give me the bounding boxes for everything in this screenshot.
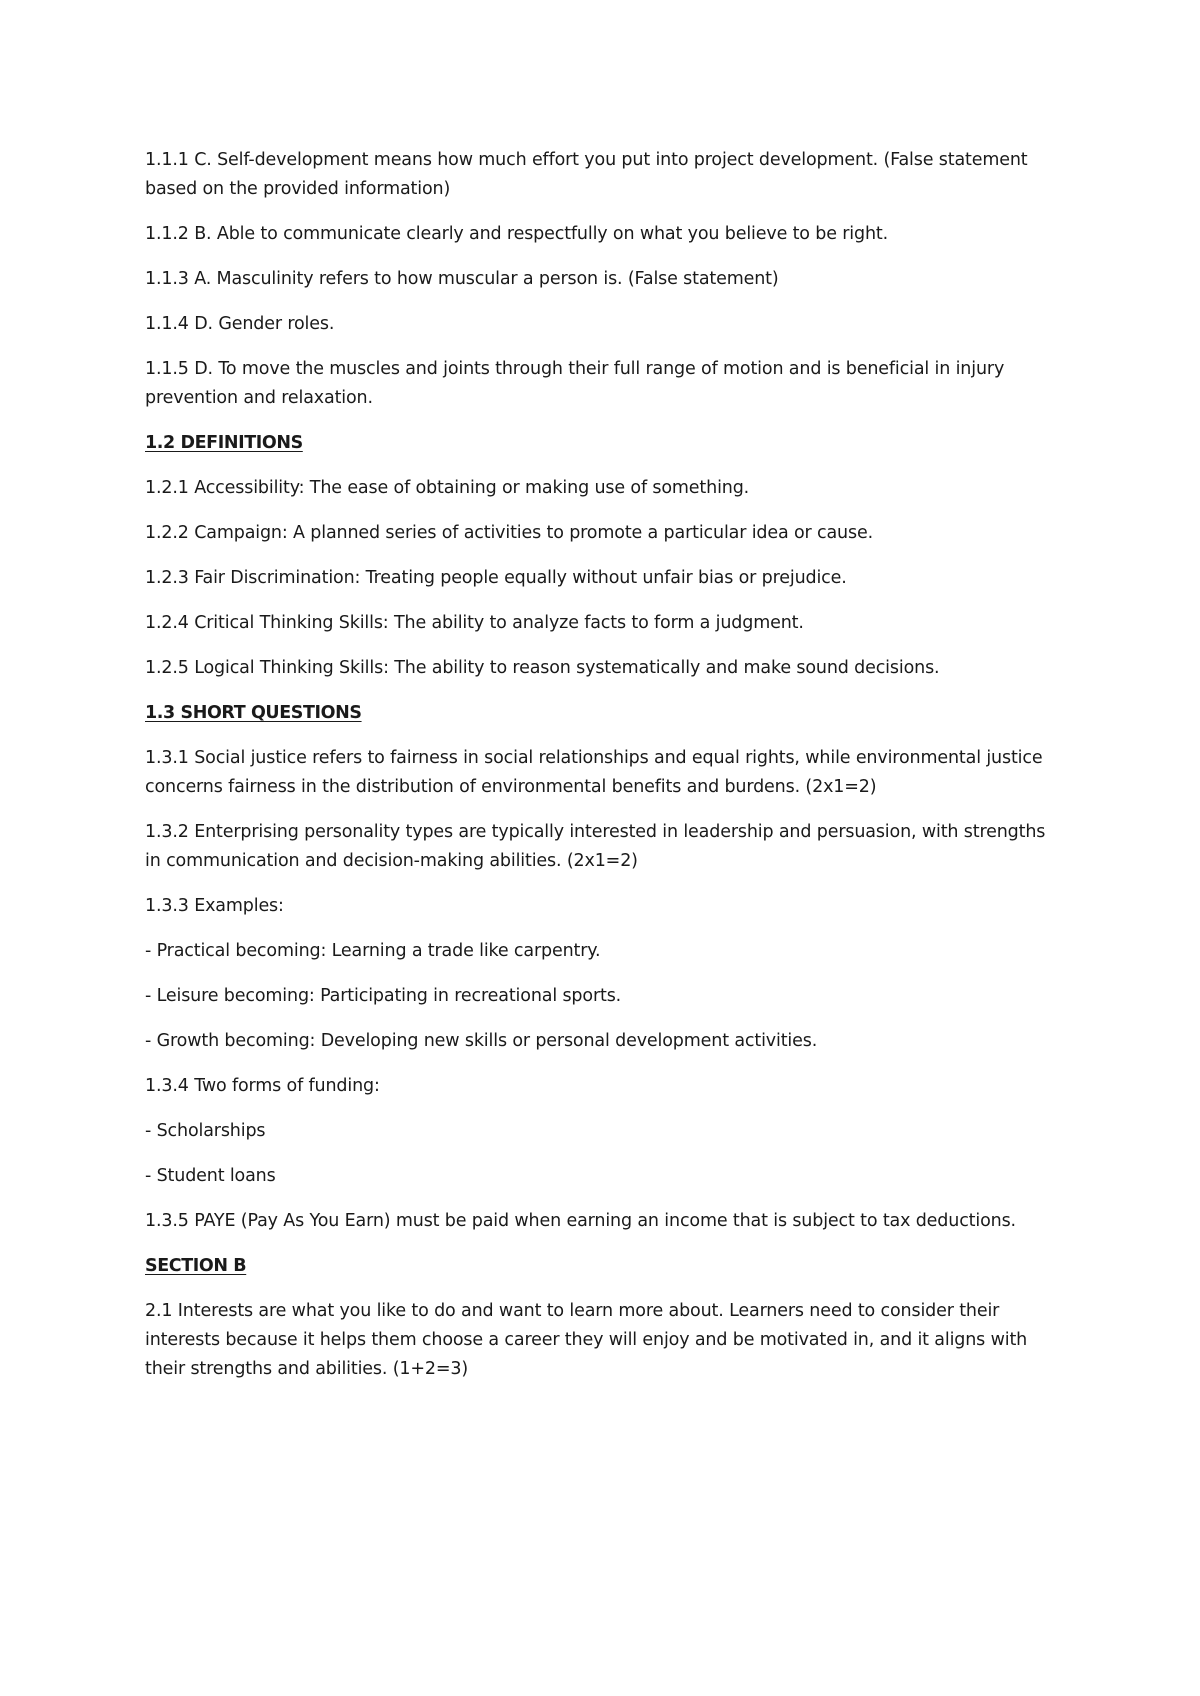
example-leisure-becoming: - Leisure becoming: Participating in recreational sports. (145, 986, 622, 1006)
mcq-answer-1-1-4: 1.1.4 D. Gender roles. (145, 314, 335, 334)
short-answer-1-3-3: 1.3.3 Examples: (145, 896, 284, 916)
section-b-heading: SECTION B (145, 1256, 247, 1276)
mcq-answer-1-1-3: 1.1.3 A. Masculinity refers to how muscular a person is. (False statement) (145, 269, 779, 289)
mcq-answer-1-1-2: 1.1.2 B. Able to communicate clearly and respectfully on what you believe to be right. (145, 224, 889, 244)
short-questions-heading: 1.3 SHORT QUESTIONS (145, 703, 362, 723)
definitions-heading: 1.2 DEFINITIONS (145, 433, 303, 453)
definition-1-2-1: 1.2.1 Accessibility: The ease of obtaining or making use of something. (145, 478, 750, 498)
document-body (145, 146, 1065, 1400)
definition-1-2-2: 1.2.2 Campaign: A planned series of activities to promote a particular idea or cause. (145, 523, 873, 543)
section-b-answer-2-1: 2.1 Interests are what you like to do and want to learn more about. Learners need to consider their interests because it helps them choose a career they will enjoy and be motivated in, and it aligns with their strengths and abilities. (1+2=3) (145, 1301, 1028, 1379)
short-answer-1-3-5: 1.3.5 PAYE (Pay As You Earn) must be paid when earning an income that is subject to tax deductions. (145, 1211, 1016, 1231)
funding-student-loans: - Student loans (145, 1166, 276, 1186)
definition-1-2-3: 1.2.3 Fair Discrimination: Treating people equally without unfair bias or prejudice. (145, 568, 847, 588)
definition-1-2-4: 1.2.4 Critical Thinking Skills: The ability to analyze facts to form a judgment. (145, 613, 804, 633)
definition-1-2-5: 1.2.5 Logical Thinking Skills: The ability to reason systematically and make sound decisions. (145, 658, 940, 678)
mcq-answer-1-1-1: 1.1.1 C. Self-development means how much effort you put into project development. (False statement based on the provided information) (145, 150, 1028, 199)
funding-scholarships: - Scholarships (145, 1121, 266, 1141)
short-answer-1-3-2: 1.3.2 Enterprising personality types are typically interested in leadership and persuasion, with strengths in communication and decision-making abilities. (2x1=2) (145, 822, 1046, 871)
example-growth-becoming: - Growth becoming: Developing new skills or personal development activities. (145, 1031, 818, 1051)
short-answer-1-3-4: 1.3.4 Two forms of funding: (145, 1076, 380, 1096)
short-answer-1-3-1: 1.3.1 Social justice refers to fairness in social relationships and equal rights, while environmental justice concerns fairness in the distribution of environmental benefits and burdens. (2x1=2) (145, 748, 1043, 797)
mcq-answer-1-1-5: 1.1.5 D. To move the muscles and joints through their full range of motion and is beneficial in injury prevention and relaxation. (145, 359, 1005, 408)
example-practical-becoming: - Practical becoming: Learning a trade like carpentry. (145, 941, 601, 961)
